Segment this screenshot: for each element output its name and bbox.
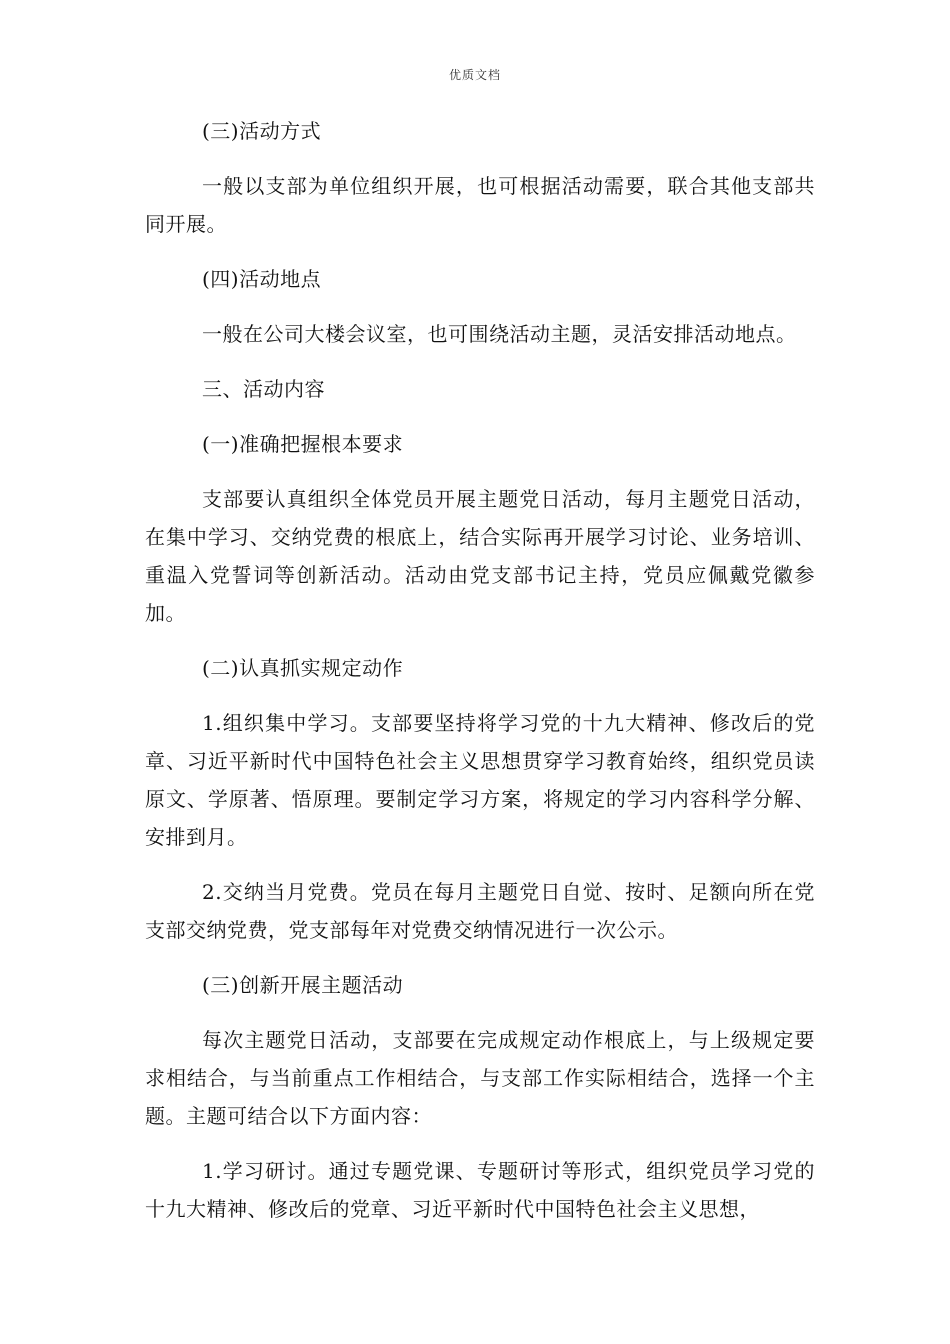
subheading-required-actions: (二)认真抓实规定动作 — [202, 656, 404, 680]
subheading-basic-requirements: (一)准确把握根本要求 — [202, 432, 404, 456]
paragraph-theme-activities: 每次主题党日活动，支部要在完成规定动作根底上，与上级规定要求相结合，与当前重点工作相结合，与支部工作实际相结合，选择一个主题。主题可结合以下方面内容： — [145, 1028, 815, 1128]
paragraph-activity-location: 一般在公司大楼会议室，也可围绕活动主题，灵活安排活动地点。 — [202, 322, 797, 346]
paragraph-activity-method: 一般以支部为单位组织开展，也可根据活动需要，联合其他支部共同开展。 — [145, 174, 815, 236]
paragraph-group-study: 1.组织集中学习。支部要坚持将学习党的十九大精神、修改后的党章、习近平新时代中国特色社会主义思想贯穿学习教育始终，组织党员读原文、学原著、悟原理。要制定学习方案，将规定的学习内容科学分解、安排到月。 — [145, 711, 815, 849]
section-heading-activity-content: 三、活动内容 — [202, 377, 325, 401]
subheading-theme-activities: (三)创新开展主题活动 — [202, 973, 404, 997]
paragraph-party-dues: 2.交纳当月党费。党员在每月主题党日自觉、按时、足额向所在党支部交纳党费，党支部每年对党费交纳情况进行一次公示。 — [145, 880, 815, 942]
page-header: 优质文档 — [448, 68, 501, 82]
paragraph-study-discussion: 1.学习研讨。通过专题党课、专题研讨等形式，组织党员学习党的十九大精神、修改后的党章、习近平新时代中国特色社会主义思想， — [145, 1159, 815, 1221]
document-body — [145, 112, 815, 1245]
section-heading-activity-location: (四)活动地点 — [202, 267, 322, 291]
section-heading-activity-method: (三)活动方式 — [202, 119, 322, 143]
paragraph-basic-requirements: 支部要认真组织全体党员开展主题党日活动，每月主题党日活动，在集中学习、交纳党费的根底上，结合实际再开展学习讨论、业务培训、重温入党誓词等创新活动。活动由党支部书记主持，党员应佩戴党徽参加。 — [145, 487, 815, 625]
